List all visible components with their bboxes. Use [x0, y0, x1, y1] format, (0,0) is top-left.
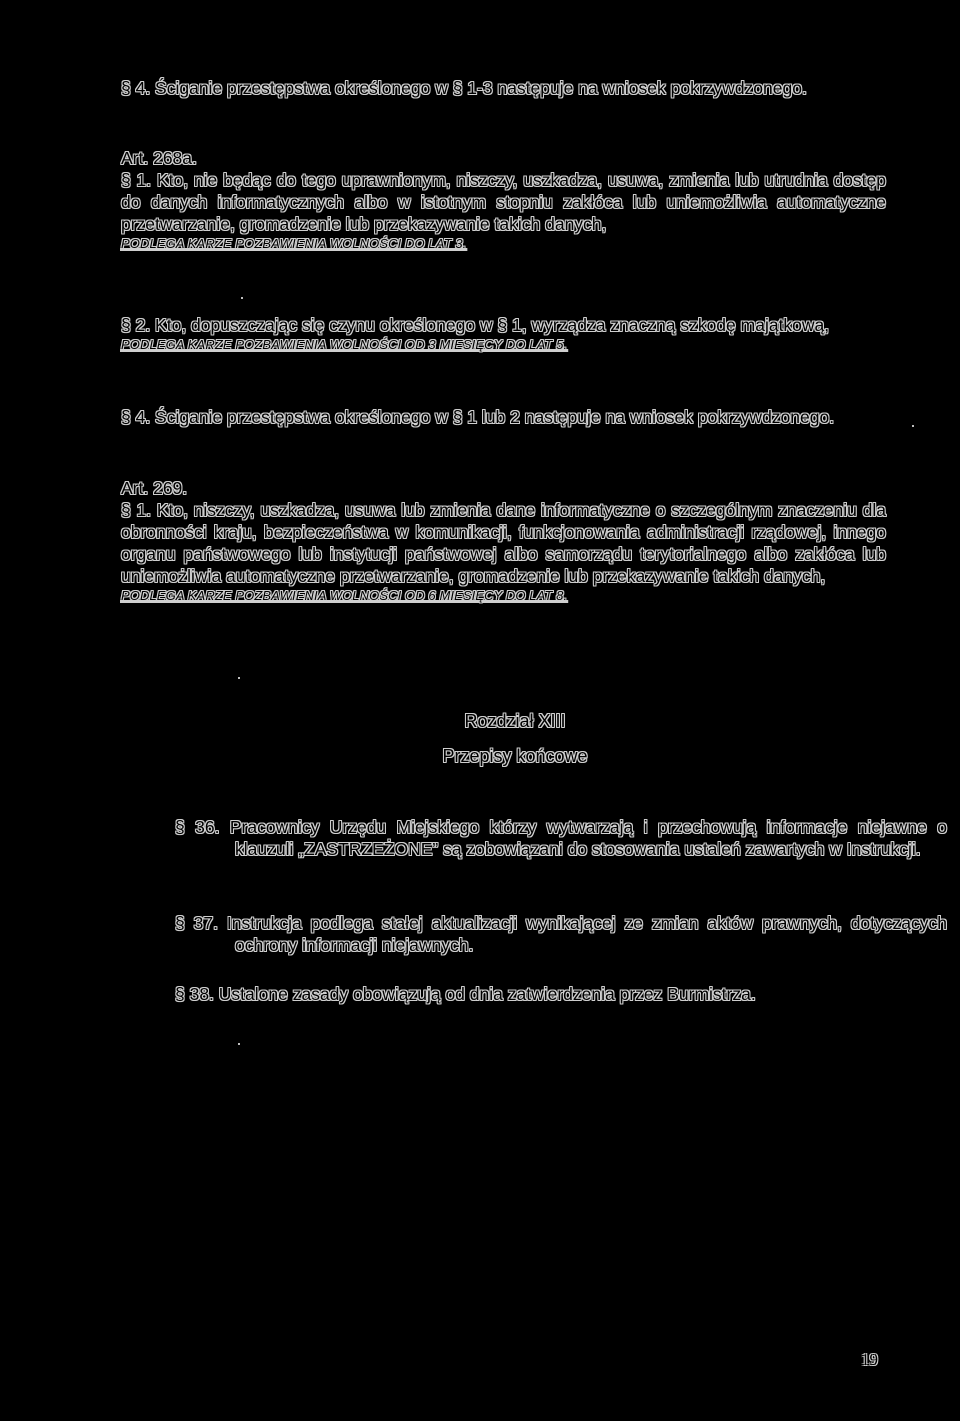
article-269 [121, 477, 886, 605]
article-heading: Art. 268a. [121, 148, 197, 168]
article-paragraph: § 4. Ściganie przestępstwa określonego w § 1 lub 2 następuje na wniosek pokrzywdzonego. [121, 407, 835, 427]
paragraph-4-top: § 4. Ściganie przestępstwa określonego w § 1-3 następuje na wniosek pokrzywdzonego. [121, 78, 807, 98]
article-268a-paragraph-4 [121, 406, 886, 428]
article-paragraph: § 1. Kto, niszczy, uszkadza, usuwa lub zmienia dane informatyczne o szczególnym znaczeniu dla obronności kraju, bezpieczeństwa w komunikacji, funkcjonowania administracji rządowej, innego organu państwowego lub instytucji państwowej albo samorządu terytorialnego albo zakłóca lub uniemożliwia automatyczne przetwarzanie, gromadzenie lub przekazywanie takich danych, [121, 500, 886, 586]
penalty-text: PODLEGA KARZE POZBAWIENIA WOLNOŚCI OD 3 MIESIĘCY DO LAT 5. [121, 337, 568, 352]
final-provision-37: § 37. Instrukcja podlega stałej aktualizacji wynikającej ze zmian aktów prawnych, dotyczących ochrony informacji niejawnych. [175, 913, 947, 955]
scan-speck [238, 677, 240, 679]
final-provision-36: § 36. Pracownicy Urzędu Miejskiego którzy wytwarzają i przechowują informacje niejawne o klauzuli „ZASTRZEŻONE” są zobowiązani do stosowania ustaleń zawartych w Instrukcji. [175, 817, 947, 859]
page-number: 19 [861, 1350, 878, 1369]
article-paragraph: § 2. Kto, dopuszczając się czynu określonego w § 1, wyrządza znaczną szkodę majątkową, [121, 315, 830, 335]
article-paragraph: § 1. Kto, nie będąc do tego uprawnionym, niszczy, uszkadza, usuwa, zmienia lub utrudnia dostęp do danych informatycznych albo w istotnym stopniu zakłóca lub uniemożliwia automatyczne przetwarzanie, gromadzenie lub przekazywanie takich danych, [121, 170, 886, 234]
article-268a-paragraph-2 [121, 314, 886, 354]
penalty-text: PODLEGA KARZE POZBAWIENIA WOLNOŚCI OD 6 MIESIĘCY DO LAT 8. [121, 588, 568, 603]
article-268a [121, 147, 886, 253]
chapter-number: Rozdział XIII [464, 711, 566, 731]
scan-speck [912, 425, 914, 427]
penalty-text: PODLEGA KARZE POZBAWIENIA WOLNOŚCI DO LAT 3. [121, 236, 467, 251]
final-provision-38: § 38. Ustalone zasady obowiązują od dnia zatwierdzenia przez Burmistrza. [175, 984, 756, 1004]
chapter-title: Przepisy końcowe [442, 746, 588, 766]
scan-speck [241, 297, 243, 299]
article-heading: Art. 269. [121, 478, 188, 498]
scan-speck [238, 1043, 240, 1045]
